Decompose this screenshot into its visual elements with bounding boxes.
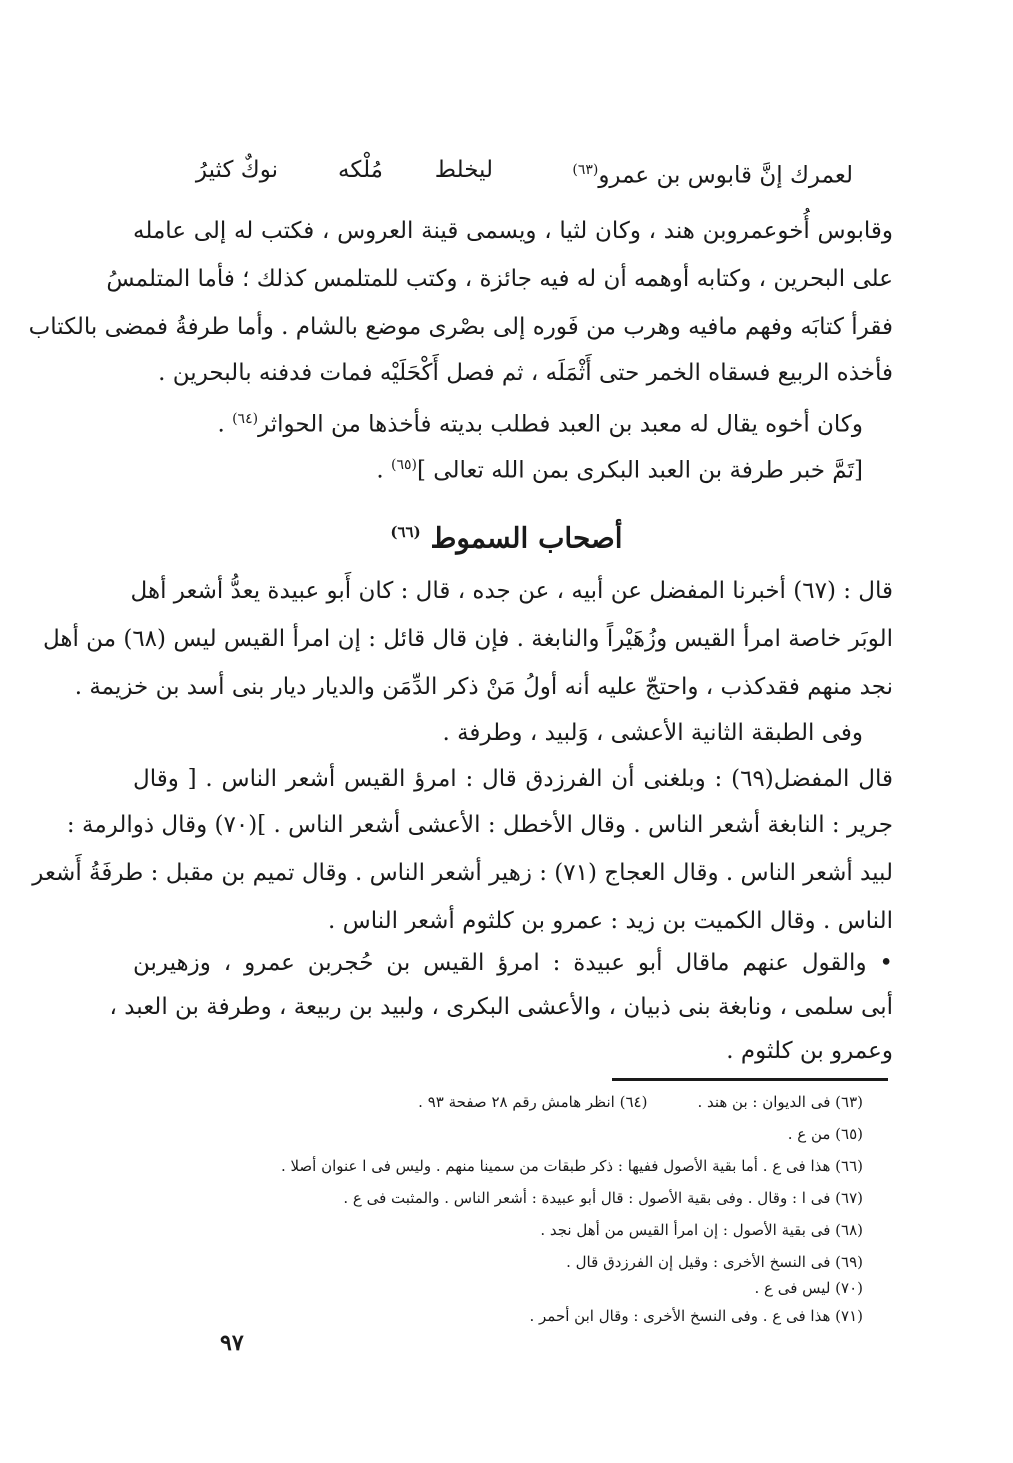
verse-part-2: ليخلط	[434, 157, 493, 183]
footnote-64: (٦٤) انظر هامش رقم ٢٨ صفحة ٩٣ .	[418, 1093, 648, 1111]
page-number: ٩٧	[220, 1330, 244, 1356]
paragraph-1-line-4: فأخذه الربيع فسقاه الخمر حتى أَثْمَلَه ، ثم فصل أَكْحَلَيْه فمات فدفنه بالبحرين .	[158, 360, 893, 386]
closing-line	[376, 448, 863, 488]
paragraph-6-line-2: أبى سلمى ، ونابغة بنى ذبيان ، والأعشى البكرى ، ولبيد بن ربيعة ، وطرفة بن العبد ،	[109, 994, 893, 1020]
footnote-68: (٦٨) فى بقية الأصول : إن امرأ القيس من أهل نجد .	[540, 1221, 863, 1239]
verse-part-1	[572, 150, 853, 196]
footnote-71: (٧١) هذا فى ع . وفى النسخ الأخرى : وقال ابن أحمر .	[529, 1307, 863, 1325]
section-heading-text: أصحاب السموط	[430, 521, 623, 555]
footnote-ref-65: (٦٥)	[391, 457, 417, 473]
paragraph-1-line-3: فقرأ كتابَه وفهم مافيه وهرب من فَوره إلى بصْرى موضع بالشام . وأما طرفةُ فمضى بالكتاب	[28, 314, 893, 340]
closing-text: [تَمَّ خبر طرفة بن العبد البكرى بمن الله تعالى ]	[416, 457, 863, 484]
footnote-rule	[612, 1078, 888, 1081]
paragraph-2-end: .	[217, 411, 233, 438]
verse-part-1-text: لعمرك إنَّ قابوس بن عمرو	[598, 162, 853, 189]
paragraph-5-line-1: قال المفضل(٦٩) : وبلغنى أن الفرزدق قال : امرؤ القيس أشعر الناس . [ وقال	[133, 766, 893, 792]
paragraph-3-line-2: الوبَر خاصة امرأ القيس وزُهَيْراً والنابغة . فإن قال قائل : إن امرأ القيس ليس (٦٨) من أهل	[42, 626, 893, 652]
verse-part-3: مُلْكه	[338, 157, 383, 183]
footnote-ref-64: (٦٤)	[232, 411, 259, 427]
paragraph-6-line-1: • والقول عنهم ماقال أبو عبيدة : امرؤ القيس بن حُجربن عمرو ، وزهيربن	[133, 950, 893, 976]
paragraph-2-text: وكان أخوه يقال له معبد بن العبد فطلب بديته فأخذها من الحواثر	[258, 411, 863, 438]
closing-end: .	[376, 457, 391, 484]
paragraph-5-line-4: الناس . وقال الكميت بن زيد : عمرو بن كلثوم أشعر الناس .	[328, 908, 893, 934]
section-heading	[0, 512, 1013, 558]
footnote-ref-63: (٦٣)	[572, 162, 599, 178]
paragraph-4-line-1: وفى الطبقة الثانية الأعشى ، وَلبيد ، وطرفة .	[442, 720, 863, 746]
footnote-ref-66: (٦٦)	[390, 523, 421, 541]
footnote-63-64	[418, 1090, 863, 1114]
paragraph-3-line-3: نجد منهم فقدكذب ، واحتجّ عليه أنه أولُ مَنْ ذكر الدِّمَن والديار ديار بنى أسد بن خزيمة .	[74, 674, 893, 700]
paragraph-1-line-1: وقابوس أُخوعمروبن هند ، وكان لثيا ، ويسمى قينة العروس ، فكتب له إلى عامله	[133, 218, 893, 244]
paragraph-6-line-3: وعمرو بن كلثوم .	[726, 1038, 893, 1064]
footnote-69: (٦٩) فى النسخ الأخرى : وقيل إن الفرزدق قال .	[566, 1253, 863, 1271]
footnote-65: (٦٥) من ع .	[787, 1125, 863, 1143]
paragraph-5-line-3: لبيد أشعر الناس . وقال العجاج (٧١) : زهير أشعر الناس . وقال تميم بن مقبل : طرفَةُ أَشعر	[32, 860, 893, 886]
verse-line	[173, 150, 853, 190]
footnote-63: (٦٣) فى الديوان : بن هند .	[697, 1093, 863, 1111]
footnote-67: (٦٧) فى ا : وقال . وفى بقية الأصول : قال أبو عبيدة : أشعر الناس . والمثبت فى ع .	[343, 1189, 863, 1207]
paragraph-2-line-1	[217, 402, 863, 442]
footnote-70: (٧٠) ليس فى ع .	[754, 1279, 863, 1297]
paragraph-3-line-1: قال : (٦٧) أخبرنا المفضل عن أبيه ، عن جده ، قال : كان أَبو عبيدة يعدُّ أشعر أهل	[130, 578, 893, 604]
paragraph-1-line-2: على البحرين ، وكتابه أوهمه أن له فيه جائزة ، وكتب للمتلمس كذلك ؛ فأما المتلمسُ	[106, 266, 893, 292]
verse-part-4: نوكٌ كثيرُ	[195, 157, 278, 183]
paragraph-5-line-2: جرير : النابغة أشعر الناس . وقال الأخطل : الأعشى أشعر الناس . ](٧٠) وقال ذوالرمة :	[66, 812, 893, 838]
footnote-66: (٦٦) هذا فى ع . أما بقية الأصول ففيها : ذكر طبقات من سمينا منهم . وليس فى ا عنوان أصلا .	[280, 1157, 863, 1175]
